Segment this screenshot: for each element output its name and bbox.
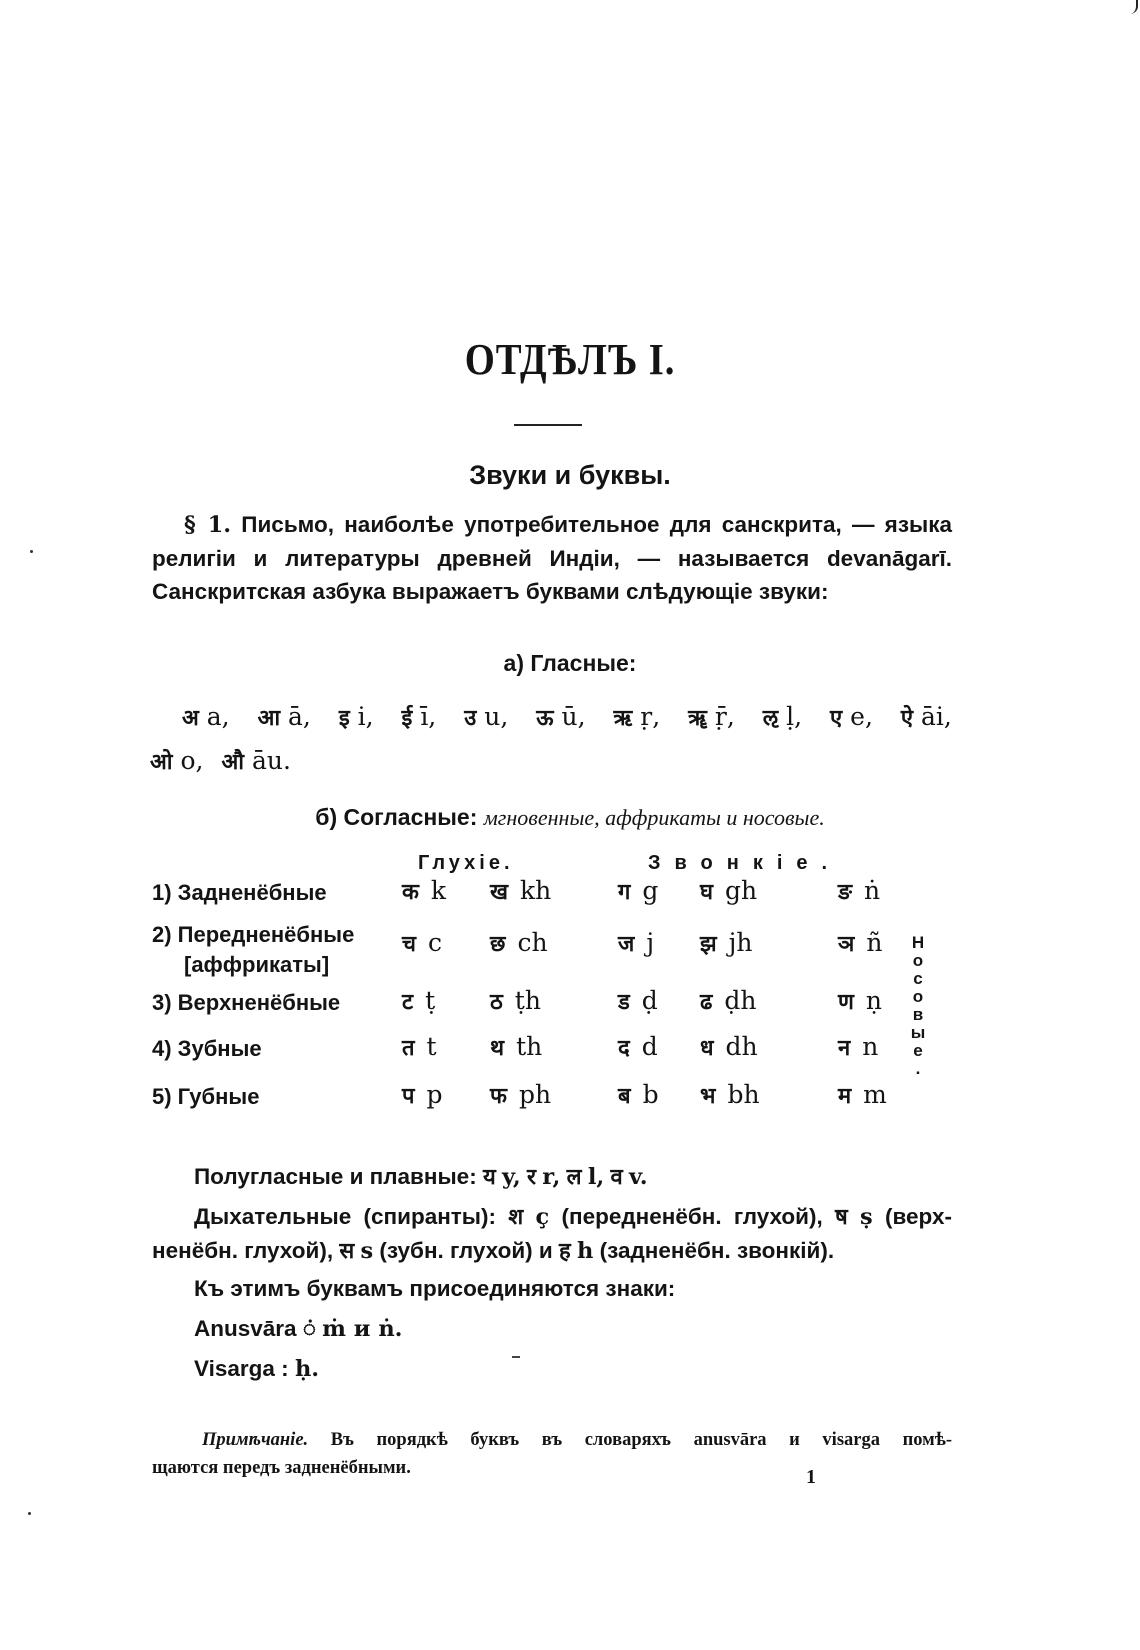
consonants-heading-italic: мгновенные, аффрикаты и носовые. — [483, 805, 825, 830]
vowel-latin: āu. — [251, 746, 291, 775]
vowel-item — [901, 696, 952, 740]
consonant-cell — [618, 1080, 659, 1110]
voiced-column-header: Звонкіе. — [648, 852, 842, 874]
semivowels-items — [483, 1164, 648, 1189]
consonant-cell — [700, 1032, 758, 1062]
vowel-devanagari: ऌ — [762, 706, 779, 731]
consonant-latin: ṭ — [425, 986, 436, 1015]
vowel-item — [182, 696, 230, 740]
consonant-row-label — [152, 920, 354, 980]
vowel-latin: i, — [357, 702, 374, 731]
sibilant-description: (верх- — [885, 1204, 952, 1229]
stray-mark — [512, 1356, 520, 1358]
consonant-devanagari: द — [618, 1036, 630, 1061]
semivowels-label: Полугласные и плавные: — [194, 1164, 477, 1189]
consonant-devanagari: ठ — [490, 990, 503, 1015]
vowel-devanagari: ए — [830, 706, 843, 731]
consonant-cell — [838, 876, 880, 906]
consonant-latin: d — [641, 1032, 658, 1061]
title-rule — [514, 424, 582, 426]
consonant-cell — [618, 928, 654, 958]
consonant-devanagari: ख — [490, 880, 508, 905]
vowels-row-1 — [182, 696, 952, 740]
signs-intro: Къ этимъ буквамъ присоединяются знаки: — [194, 1276, 676, 1301]
consonant-latin: j — [646, 928, 655, 957]
vowel-item — [688, 696, 735, 740]
consonant-cell — [700, 876, 757, 906]
consonants-heading-label: б) Согласные: — [315, 804, 478, 830]
vowel-latin: ā, — [288, 702, 311, 731]
sibilant-devanagari: ह — [559, 1239, 571, 1264]
vowel-latin: o, — [180, 746, 204, 775]
consonant-latin: ṇ — [865, 986, 883, 1015]
vowel-devanagari: ओ — [150, 750, 173, 775]
vowel-item — [150, 740, 203, 784]
consonant-row-label — [152, 1082, 259, 1112]
sibilant-latin: s — [360, 1238, 374, 1264]
consonant-latin: ñ — [866, 928, 883, 957]
vowel-devanagari: उ — [464, 706, 477, 731]
consonant-latin: g — [642, 876, 659, 905]
consonant-latin: ḍ — [641, 986, 658, 1015]
consonant-latin: kh — [520, 876, 552, 905]
consonant-latin: c — [427, 928, 442, 957]
consonant-devanagari: त — [402, 1036, 415, 1061]
sibilants-label: Дыхательные (спиранты): — [194, 1204, 497, 1229]
consonant-row-label-text: 3) Верхненёбные — [152, 990, 341, 1015]
vowel-latin: ū, — [561, 702, 586, 731]
vowels-list — [150, 696, 952, 784]
semivowel-latin: r, — [542, 1164, 561, 1190]
vowel-item — [763, 696, 802, 740]
nasals-label-letter: о — [912, 987, 924, 1006]
vowel-item — [614, 696, 661, 740]
consonant-cell — [838, 986, 882, 1016]
nasals-label-letter: о — [912, 951, 924, 970]
vowel-latin: ṝ, — [714, 702, 735, 731]
consonant-row-label-sub: [аффрикаты] — [184, 952, 330, 977]
consonant-latin: ḍh — [724, 986, 757, 1015]
vowel-latin: ḷ, — [786, 702, 803, 731]
consonant-latin: ph — [518, 1080, 552, 1109]
page-number: 1 — [806, 1466, 816, 1488]
consonant-cell — [700, 986, 757, 1016]
consonant-cell — [700, 928, 753, 958]
footnote — [152, 1426, 952, 1482]
semivowel-devanagari: य — [482, 1165, 496, 1190]
footnote-line-1 — [152, 1426, 952, 1454]
visarga-name: Visarga — [194, 1356, 275, 1381]
sibilant-latin: h — [576, 1238, 594, 1264]
vowel-devanagari: ऐ — [900, 706, 914, 731]
vowel-item — [221, 740, 290, 784]
sibilant-devanagari: ष — [835, 1205, 848, 1230]
vowel-latin: āi, — [921, 702, 952, 731]
consonant-devanagari: ढ — [700, 990, 713, 1015]
nasals-label-letter: ы — [910, 1023, 926, 1042]
footnote-text-1: Въ порядкѣ буквъ въ словаряхъ anusvāra и visarga помѣ- — [330, 1430, 953, 1450]
page-edge-mark — [1128, 0, 1138, 14]
vowel-item — [402, 696, 437, 740]
consonant-cell — [490, 986, 541, 1016]
consonant-devanagari: झ — [700, 932, 717, 957]
consonant-cell — [838, 1032, 878, 1062]
sibilants-line-2 — [152, 1234, 952, 1268]
footnote-label: Примѣчаніе. — [202, 1430, 309, 1450]
vowel-latin: ṛ, — [640, 702, 661, 731]
voiceless-column-header: Глухіе. — [418, 852, 514, 874]
consonant-devanagari: ट — [402, 990, 414, 1015]
consonant-latin: gh — [725, 876, 758, 905]
sibilant-description: (передненёбн. глухой), — [561, 1204, 823, 1229]
vowel-latin: ī, — [420, 702, 437, 731]
sibilant-description: ненёбн. глухой), — [152, 1238, 334, 1263]
consonant-row-label-text: 2) Передненёбные — [152, 922, 355, 947]
anusvara-sign: ं — [302, 1317, 316, 1342]
consonant-cell — [618, 1032, 658, 1062]
consonant-latin: dh — [725, 1032, 758, 1061]
sibilant-latin: ṣ — [860, 1204, 873, 1230]
vowel-latin: e, — [850, 702, 873, 731]
consonant-latin: ch — [517, 928, 548, 957]
consonant-cell — [402, 876, 446, 906]
paragraph-line-2: религіи и литературы древней Индіи, — называется devanāgarī. — [152, 546, 952, 571]
nasals-label-letter: е — [913, 1041, 923, 1060]
consonant-latin: bh — [727, 1080, 760, 1109]
nasals-label-letter: в — [912, 1005, 924, 1024]
sibilants-paragraph — [152, 1200, 952, 1268]
visarga-value: ḥ. — [294, 1356, 320, 1382]
consonant-devanagari: ञ — [838, 932, 855, 957]
vowel-devanagari: अ — [182, 706, 199, 731]
vowels-row-2 — [150, 740, 952, 784]
consonant-cell — [402, 986, 435, 1016]
margin-dot — [28, 1512, 31, 1515]
consonant-devanagari: ब — [618, 1084, 631, 1109]
visarga-sign: : — [281, 1356, 289, 1381]
paragraph-line-3: Санскритская азбука выражаетъ буквами слѣдующіе звуки: — [152, 579, 829, 604]
vowel-devanagari: इ — [338, 706, 350, 731]
consonant-cell — [838, 928, 882, 958]
vowel-latin: u, — [484, 702, 509, 731]
vowel-item — [830, 696, 873, 740]
consonant-latin: t — [426, 1032, 437, 1061]
consonant-devanagari: ण — [838, 990, 854, 1015]
consonant-devanagari: भ — [700, 1084, 716, 1109]
anusvara-values: ṁ и ṅ. — [322, 1316, 403, 1342]
consonant-latin: ṭh — [514, 986, 541, 1015]
consonant-latin: b — [642, 1080, 659, 1109]
consonant-devanagari: प — [402, 1084, 415, 1109]
semivowel-latin: y, — [502, 1164, 521, 1190]
consonant-devanagari: ड — [618, 990, 630, 1015]
visarga-line — [194, 1352, 319, 1386]
anusvara-name: Anusvāra — [194, 1316, 297, 1341]
consonant-cell — [402, 928, 442, 958]
semivowel-devanagari: व — [610, 1165, 623, 1190]
section-title: ОТДѢЛЪ I. — [464, 335, 676, 384]
sibilant-latin: ç — [535, 1204, 550, 1230]
consonant-latin: m — [863, 1080, 887, 1109]
consonant-cell — [490, 876, 551, 906]
consonant-devanagari: क — [402, 880, 419, 905]
consonant-row-label-text: 1) Задненёбные — [152, 880, 327, 905]
consonant-devanagari: थ — [490, 1036, 505, 1061]
nasals-vertical-label — [906, 934, 930, 1078]
consonant-devanagari: ज — [618, 932, 635, 957]
semivowel-latin: l, — [587, 1164, 605, 1190]
consonant-cell — [490, 1080, 551, 1110]
consonant-devanagari: न — [838, 1036, 851, 1061]
section-subtitle: Звуки и буквы. — [469, 460, 671, 490]
paragraph-line-1-text: Письмо, наиболѣе употребительное для санскрита, — языка — [241, 512, 952, 537]
consonant-cell — [402, 1080, 443, 1110]
semivowel-devanagari: ल — [566, 1165, 582, 1190]
consonant-latin: k — [430, 876, 447, 905]
sibilant-description: (задненёбн. звонкій). — [599, 1238, 835, 1263]
vowel-item — [536, 696, 585, 740]
vowel-item — [339, 696, 374, 740]
vowel-item — [464, 696, 508, 740]
vowel-latin: a, — [206, 702, 230, 731]
consonant-devanagari: ध — [700, 1036, 714, 1061]
paragraph-line-1 — [152, 508, 952, 542]
consonant-row-label-text: 5) Губные — [152, 1084, 260, 1109]
intro-paragraph — [152, 508, 952, 608]
vowel-devanagari: ॠ — [688, 706, 707, 731]
sibilant-devanagari: श — [508, 1205, 524, 1230]
consonant-cell — [402, 1032, 437, 1062]
consonant-latin: ṅ — [864, 876, 881, 905]
consonant-devanagari: घ — [700, 880, 714, 905]
sibilant-devanagari: स — [339, 1239, 355, 1264]
consonant-devanagari: म — [838, 1084, 852, 1109]
consonant-latin: n — [862, 1032, 879, 1061]
section-number: § 1. — [184, 512, 232, 538]
semivowel-devanagari: र — [527, 1165, 537, 1190]
nasals-label-letter: с — [913, 969, 923, 988]
consonants-heading — [0, 804, 1140, 831]
footnote-line-2: щаются передъ задненёбными. — [152, 1458, 411, 1478]
consonant-devanagari: ङ — [838, 880, 853, 905]
consonant-latin: th — [516, 1032, 543, 1061]
consonant-latin: p — [426, 1080, 443, 1109]
consonant-latin: jh — [728, 928, 753, 957]
consonant-row-label — [152, 1034, 262, 1064]
vowel-devanagari: आ — [257, 706, 281, 731]
margin-dot — [30, 550, 33, 553]
consonant-cell — [490, 928, 548, 958]
semivowel-latin: v. — [628, 1164, 648, 1190]
anusvara-line — [194, 1312, 403, 1346]
consonant-devanagari: फ — [490, 1084, 507, 1109]
consonant-row-label — [152, 988, 340, 1018]
consonant-devanagari: ग — [618, 880, 631, 905]
consonant-row-label-text: 4) Зубные — [152, 1036, 262, 1061]
semivowels-line — [194, 1160, 648, 1194]
vowel-devanagari: ई — [401, 706, 413, 731]
vowel-devanagari: औ — [221, 750, 244, 775]
sibilants-line-1 — [152, 1200, 952, 1234]
consonant-cell — [490, 1032, 542, 1062]
nasals-label-letter: Н — [911, 933, 925, 952]
nasals-label-letter: . — [915, 1059, 921, 1078]
consonant-devanagari: च — [402, 932, 416, 957]
consonant-devanagari: छ — [490, 932, 506, 957]
vowel-devanagari: ऊ — [536, 706, 554, 731]
consonant-cell — [700, 1080, 760, 1110]
consonant-row-label — [152, 878, 327, 908]
vowel-item — [258, 696, 311, 740]
consonant-cell — [838, 1080, 887, 1110]
consonant-cell — [618, 986, 658, 1016]
consonant-cell — [618, 876, 658, 906]
vowel-devanagari: ऋ — [613, 706, 633, 731]
vowels-heading: а) Гласные: — [503, 650, 637, 676]
sibilant-description: (зубн. глухой) и — [379, 1238, 553, 1263]
